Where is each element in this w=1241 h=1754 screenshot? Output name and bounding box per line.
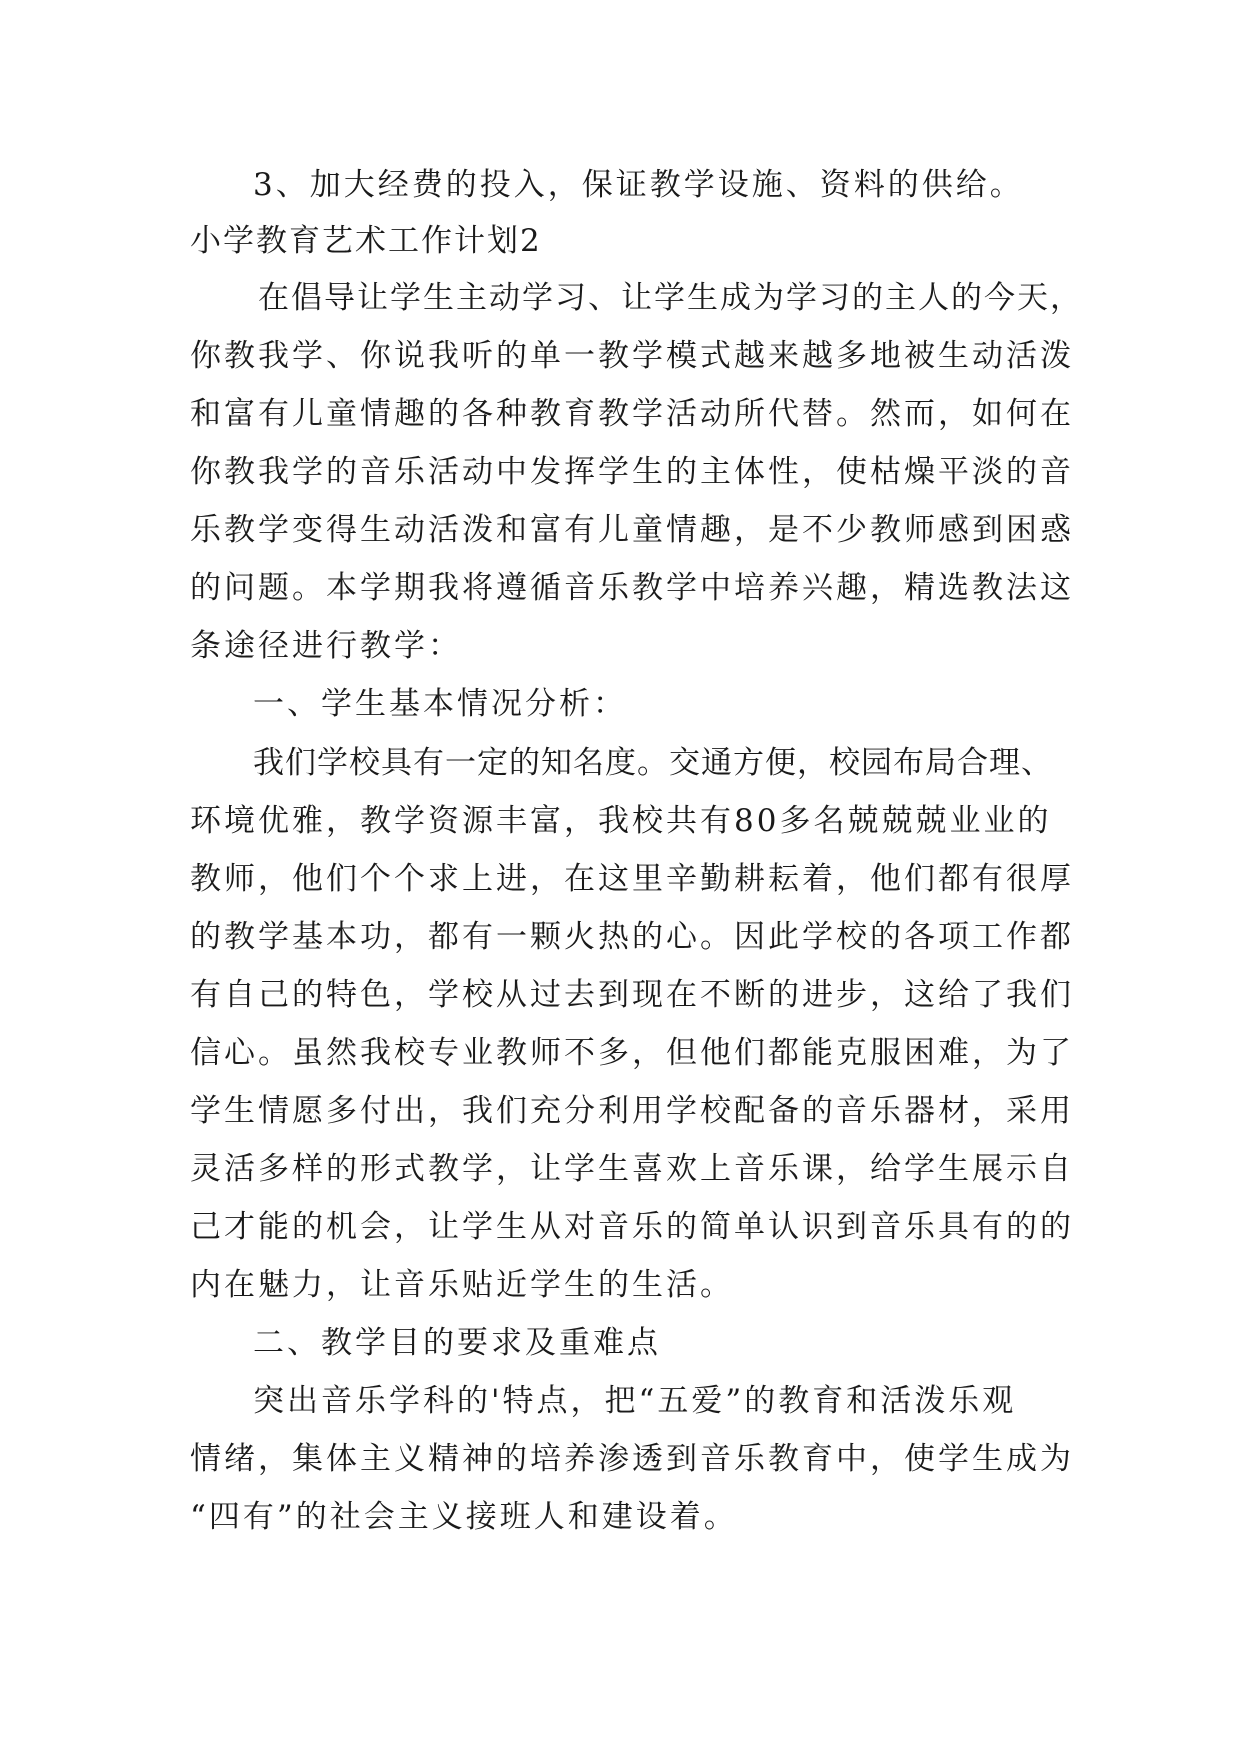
paragraph-line: 灵活多样的形式教学，让学生喜欢上音乐课，给学生展示自 xyxy=(190,1151,1074,1187)
section-title: 小学教育艺术工作计划2 xyxy=(190,223,542,259)
paragraph-line: 的问题。本学期我将遵循音乐教学中培养兴趣，精选教法这 xyxy=(190,570,1074,606)
paragraph-line: 你教我学、你说我听的单一教学模式越来越多地被生动活泼 xyxy=(190,338,1074,374)
paragraph-line: 3、加大经费的投入，保证教学设施、资料的供给。 xyxy=(253,167,1024,203)
paragraph-line: 在倡导让学生主动学习、让学生成为学习的主人的今天， xyxy=(258,280,1083,316)
section-heading: 二、教学目的要求及重难点 xyxy=(253,1325,661,1361)
paragraph-line: 己才能的机会，让学生从对音乐的简单认识到音乐具有的的 xyxy=(190,1209,1074,1245)
paragraph-line: 信心。虽然我校专业教师不多，但他们都能克服困难，为了 xyxy=(190,1035,1074,1071)
paragraph-line: 突出音乐学科的'特点，把“五爱”的教育和活泼乐观 xyxy=(253,1383,1017,1419)
paragraph-line: 教师，他们个个求上进，在这里辛勤耕耘着，他们都有很厚 xyxy=(190,861,1074,897)
paragraph-line: 内在魅力，让音乐贴近学生的生活。 xyxy=(190,1267,734,1303)
paragraph-line: 情绪，集体主义精神的培养渗透到音乐教育中，使学生成为 xyxy=(190,1441,1074,1477)
paragraph-line: 的教学基本功，都有一颗火热的心。因此学校的各项工作都 xyxy=(190,919,1074,955)
paragraph-line: “四有”的社会主义接班人和建设着。 xyxy=(190,1499,738,1535)
paragraph-line: 你教我学的音乐活动中发挥学生的主体性，使枯燥平淡的音 xyxy=(190,454,1074,490)
paragraph-line: 学生情愿多付出，我们充分利用学校配备的音乐器材，采用 xyxy=(190,1093,1074,1129)
paragraph-line: 和富有儿童情趣的各种教育教学活动所代替。然而，如何在 xyxy=(190,396,1074,432)
paragraph-line: 我们学校具有一定的知名度。交通方便，校园布局合理、 xyxy=(253,745,1053,781)
section-heading: 一、学生基本情况分析： xyxy=(253,686,627,722)
paragraph-line: 有自己的特色，学校从过去到现在不断的进步，这给了我们 xyxy=(190,977,1074,1013)
paragraph-line: 乐教学变得生动活泼和富有儿童情趣，是不少教师感到困惑 xyxy=(190,512,1074,548)
paragraph-line: 条途径进行教学： xyxy=(190,628,462,664)
paragraph-line: 环境优雅，教学资源丰富，我校共有80多名兢兢兢业业的 xyxy=(190,803,1052,839)
